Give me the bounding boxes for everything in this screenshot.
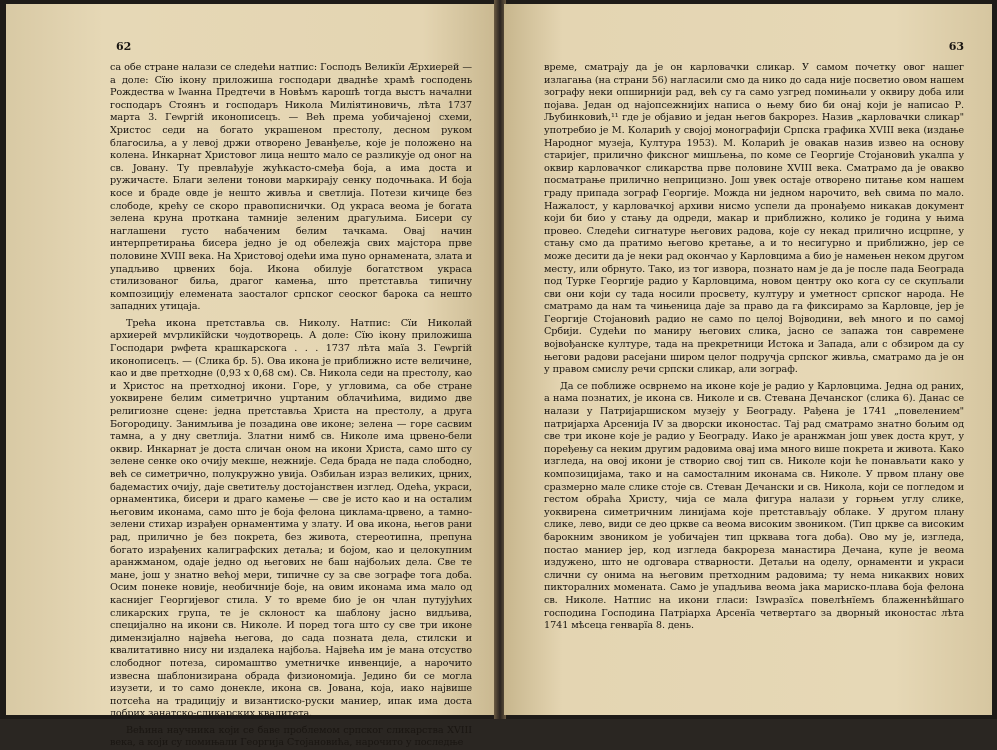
page-number-right: 63 bbox=[948, 40, 964, 53]
page-number-left: 62 bbox=[116, 40, 132, 53]
left-paragraph-1: са обе стране налази се следећи натпис: Господъ Великїи Ӕрхиерей — а доле: Сїю ікону приложиша господари дваднѣе храмѣ господень Рождества ѡ Ӏѡанна Предтечи в Новѣмъ карошѣ тогда выстъ начални господаръ Стоянъ и господаръ Никола Миліятиновичь, лѣта 1737 марта 3. Геѡргій иконописецъ. — Већ према уобичајеној схеми, Христос седи на богато украшеном престолу, десном руком благосиља, а у левој држи отворено Јеванђеље, које је положено на колена. Инкарнат Христовог лица нешто мало се разликује од оног на св. Јовану. Ту превлађује жућкасто-смеђа боја, а има доста и ружичасте. Благи зелени тонови маркирају сенку подочњака. И боја косе и браде овде је нешто живља и светлија. Потези кичице без слободе, крећу се скоро правописнички. Од украса веома је богата зелена круна проткана тамније зеленим драгуљима. Бисери су наглашени густо набаченим белим тачкама. Овај начин интерпретирања бисера једно је од обележја свих мајстора прве половине XVIII века. На Христовој одећи има пуно орнамената, злата и упадљиво црвених боја. Икона обилује богатством украса стилизованог биља, драгог камења, што претставља типичну композицију елемената заосталог српског сеоског барока са нешто западних утицаја. bbox=[110, 62, 472, 313]
right-page bbox=[504, 4, 992, 715]
right-paragraph-2: Да се поближе осврнемо на иконе које је радио у Карловцима. Једна од раних, а нама познатих, је икона св. Николе и св. Стевана Дечанског (слика 6). Данас се налази у Патријаршиском музеју у Београду. Рађена је 1741 „повелением" патријарха Арсенија IV за дворски иконостас. Тај рад сматрамо знатно бољим од све три иконе које је радио у Београду. Иако је аранжман још увек доста крут, у поређењу са неким другим радовима овај има много више покрета и живота. Како изгледа, на овој икони је створио свој тип св. Николе који ће понављати како у композицијама, тако и на самосталним иконама св. Николе. У првом плану ове сразмерно мале слике стоје св. Стеван Дечански и св. Никола, који се погледом и гестом обраћа Христу, чија се мала фигура налази у горњем углу слике, уоквирена симетричним линијама које претстављају облаке. У другом плану слике, лево, види се део цркве са веома високим звоником. (Тип цркве са високим барокним звоником је уобичајен тип црквава тога доба). Ово му је, изгледа, постао маниер јер, код изгледа бакрореза манастира Дечана, купе је веома издужено, што не одговара стварности. Детаљи на оделу, орнаменти и украси слични су онима на његовим претходним радовима; ту нема никаквих нових пикторалних момената. Само је упадљива веома јака мариско-плава боја фелона св. Николе. Натпис на икони гласи: Ізwразїсѧ повелѣнїемъ блаженнѣйшаго господина Господина Патріарха Арсенїа четвертаго за дворный иконостас лѣта 1741 мѣсеца генварїа 8. день. bbox=[544, 380, 964, 632]
left-page bbox=[6, 4, 496, 749]
left-paragraph-2: Трећа икона претставља св. Николу. Натпис: Сїи Николай архиерей мѵрликїйски чѹдотворець. А доле: Сїю ікону приложиша Господари рѡфета крашкарскога . . . 1737 лѣта маїа 3. Геѡргій иконописецъ. — (Слика бр. 5). Ова икона је приближно исте величине, као и две претходне (0,93 x 0,68 см). Св. Никола седи на престолу, као и Христос на претходној икони. Горе, у угловима, са обе стране уоквирене белим симетрично уцртаним облачићима, видимо две религиозне сцене: једна претставља Христа на престолу, а друга Богородицу. Занимљива је позадина ове иконе; зелена — горе сасвим тамна, а у дну светлија. Златни нимб св. Николе има црвено-бели оквир. Инкарнат је доста сличан оном на икони Христа, само што су зелене сенке око очију мекше, нежније. Седа брада не пада слободно, већ се симетрично, полукружно увија. Озбиљан израз великих, црних, бадемастих очију, даје светитељу достојанствен изглед. Одећа, украси, орнаментика, бисери и драго камење — све је исто као и на осталим његовим иконама, само што је боја фелона циклама-црвено, а тамно-зелени стихар израђен орнаментима у злату. И ова икона, његов рани рад, прилично је без покрета, без живота, стереотипна, препуна богато израђених калиграфских детаља; и бојом, као и целокупним аранжманом, одаје једно од његових не баш најбољих дела. Све те мане, још у знатно већој мери, типичне су за све зографе тога доба. Осим понеке новије, необичније боје, на овим иконама има мало од каснијег Георгијевог стила. У то време био је он члан путујућих сликарских група, те је склоност ка шаблону јасно видљива, специјално на икони св. Николе. И поред тога што су све три иконе димензијално највећа његова, до сада позната дела, стилски и квалитативно нису ни издалека најбоља. Највећа им је мана отсуство слободног потеза, сиромаштво уметничке инвенције, а нарочито извесна шаблонизирана обрада физиономија. Једино би се могла изузети, и то само донекле, икона св. Јована, која, иако највише потсећа на традицију и византиско-руски маниер, ипак има доста добрих занатско-сликарских квалитета. bbox=[110, 317, 472, 720]
right-paragraph-1: време, сматрају да је он карловачки сликар. У самом почетку овог нашег излагања (на страни 56) нагласили смо да нико до сада није посветио овом нашем зографу неки опширнији рад, већ су га само узгред помињали у оквиру доба или појава. Један од најопсежнијих написа о њему био би онај који је написао Р. Љубинковић,¹¹ где је објавио и један његов бакрорез. Назив „карловачки сликар" употребио је М. Коларић у својој монографији Српска графика XVIII века (издање Народног музеја, Култура 1953). М. Коларић је овакав назив извео на основу старијег, прилично фиксног мишљења, по коме се Георгије Стојановић укалпа у оквир карловачког сликарства прве половине XVIII века. Сматрамо да је овакво посматрање прилично неприцизно. Још увек остаје отворено питање ком нашем граду припада зограф Георгије. Можда ни једном нарочито, већ свима по мало. Нажалост, у карловачкој архиви нисмо успели да пронађемо никакав документ који би био у стању да одреди, макар и приближно, колико је година у њима провео. Следећи сигнатуре његових радова, које су некад прилично исцрпне, у стању смо да пратимо његово кретање, а и то несигурно и приближно, јер се може десити да је неки рад окончао у Карловцима а био је намењен неком другом месту, или обрнуто. Тако, из тог извора, познато нам је да је после пада Београда под Турке Георгије радио у Карловцима, новом центру око кога су се скупљали сви они који су тада носили просвету, културу и уметност српског народа. Не сматрамо да нам та чињеница даје за право да га фиксирамо за Карловце, јер је Георгије Стојановић радио не само по целој Војводини, већ много и по самој Србији. Судећи по маниру његових слика, јасно се запажа тон савремене војвођанске културе, тада на прекретници Истока и Запада, али с обзиром да су његови радови расејани широм целог подручја српског живља, сматрамо да је он у правом смислу речи српски сликар, али зограф. bbox=[544, 62, 964, 376]
left-paragraph-3: Већина научника који се баве проблемом српског сликарства XVIII века, а који су помињали Георгија Стојановића, нарочито у последње bbox=[110, 724, 472, 749]
